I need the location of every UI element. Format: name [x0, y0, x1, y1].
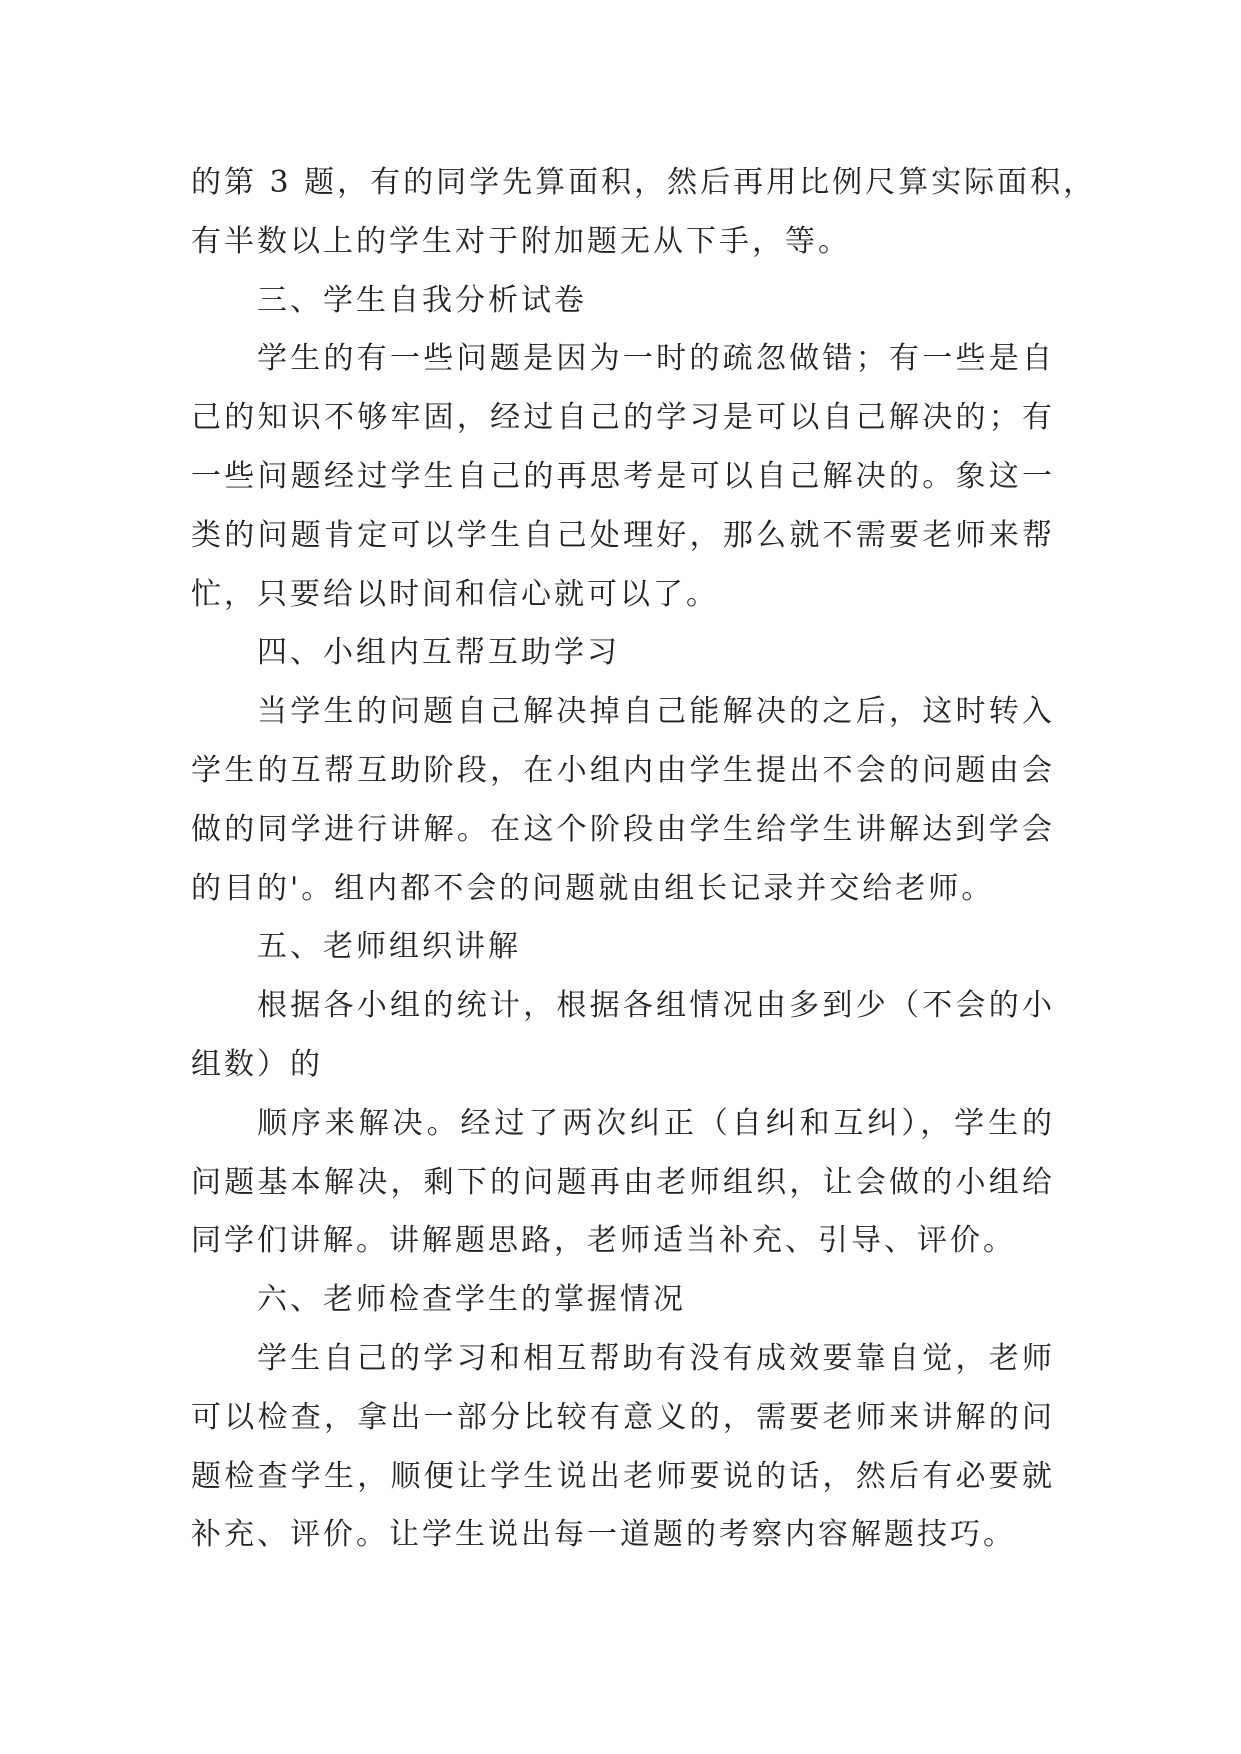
paragraph-line: 一些问题经过学生自己的再思考是可以自己解决的。象这一 [191, 458, 1055, 494]
paragraph-line: 根据各小组的统计，根据各组情况由多到少（不会的小 [257, 988, 1055, 1024]
paragraph-line: 的第 3 题，有的同学先算面积，然后再用比例尺算实际面积， [191, 165, 1097, 200]
paragraph-line: 组数）的 [191, 1046, 323, 1082]
paragraph-line: 的目的'。组内都不会的问题就由组长记录并交给老师。 [191, 870, 995, 906]
paragraph-line: 顺序来解决。经过了两次纠正（自纠和互纠），学生的 [257, 1105, 1055, 1141]
paragraph-line: 忙，只要给以时间和信心就可以了。 [191, 576, 719, 612]
section-group-mutual-help [191, 624, 1055, 918]
paragraph-line: 己的知识不够牢固，经过自己的学习是可以自己解决的；有 [191, 400, 1055, 436]
paragraph [191, 1330, 1055, 1565]
paragraph-line: 做的同学进行讲解。在这个阶段由学生给学生讲解达到学会 [191, 811, 1055, 847]
section-teacher-check [191, 1271, 1055, 1565]
section-self-analysis [191, 272, 1055, 625]
paragraph-line: 学生的有一些问题是因为一时的疏忽做错；有一些是自 [257, 341, 1055, 377]
paragraph [191, 1095, 1055, 1271]
paragraph-line: 可以检查，拿出一部分比较有意义的，需要老师来讲解的问 [191, 1399, 1055, 1435]
paragraph-line: 学生的互帮互助阶段，在小组内由学生提出不会的问题由会 [191, 752, 1055, 788]
section-heading: 六、老师检查学生的掌握情况 [257, 1282, 686, 1318]
paragraph [191, 683, 1055, 918]
paragraph-line: 有半数以上的学生对于附加题无从下手，等。 [191, 223, 851, 259]
section-heading: 三、学生自我分析试卷 [257, 282, 587, 318]
intro-paragraph [191, 154, 1097, 272]
paragraph [191, 330, 1055, 624]
section-teacher-explanation [191, 918, 1055, 1271]
section-heading: 五、老师组织讲解 [257, 929, 521, 965]
paragraph-line: 问题基本解决，剩下的问题再由老师组织，让会做的小组给 [191, 1164, 1055, 1200]
paragraph-line: 同学们讲解。讲解题思路，老师适当补充、引导、评价。 [191, 1223, 1016, 1259]
paragraph-line: 学生自己的学习和相互帮助有没有成效要靠自觉，老师 [257, 1340, 1055, 1376]
paragraph-line: 类的问题肯定可以学生自己处理好，那么就不需要老师来帮 [191, 517, 1055, 553]
section-heading: 四、小组内互帮互助学习 [257, 635, 620, 671]
paragraph [191, 977, 1055, 1095]
paragraph-line: 题检查学生，顺便让学生说出老师要说的话，然后有必要就 [191, 1458, 1055, 1494]
paragraph-line: 当学生的问题自己解决掉自己能解决的之后，这时转入 [257, 694, 1055, 730]
document-body [191, 154, 1097, 1565]
paragraph-line: 补充、评价。让学生说出每一道题的考察内容解题技巧。 [191, 1517, 1016, 1553]
